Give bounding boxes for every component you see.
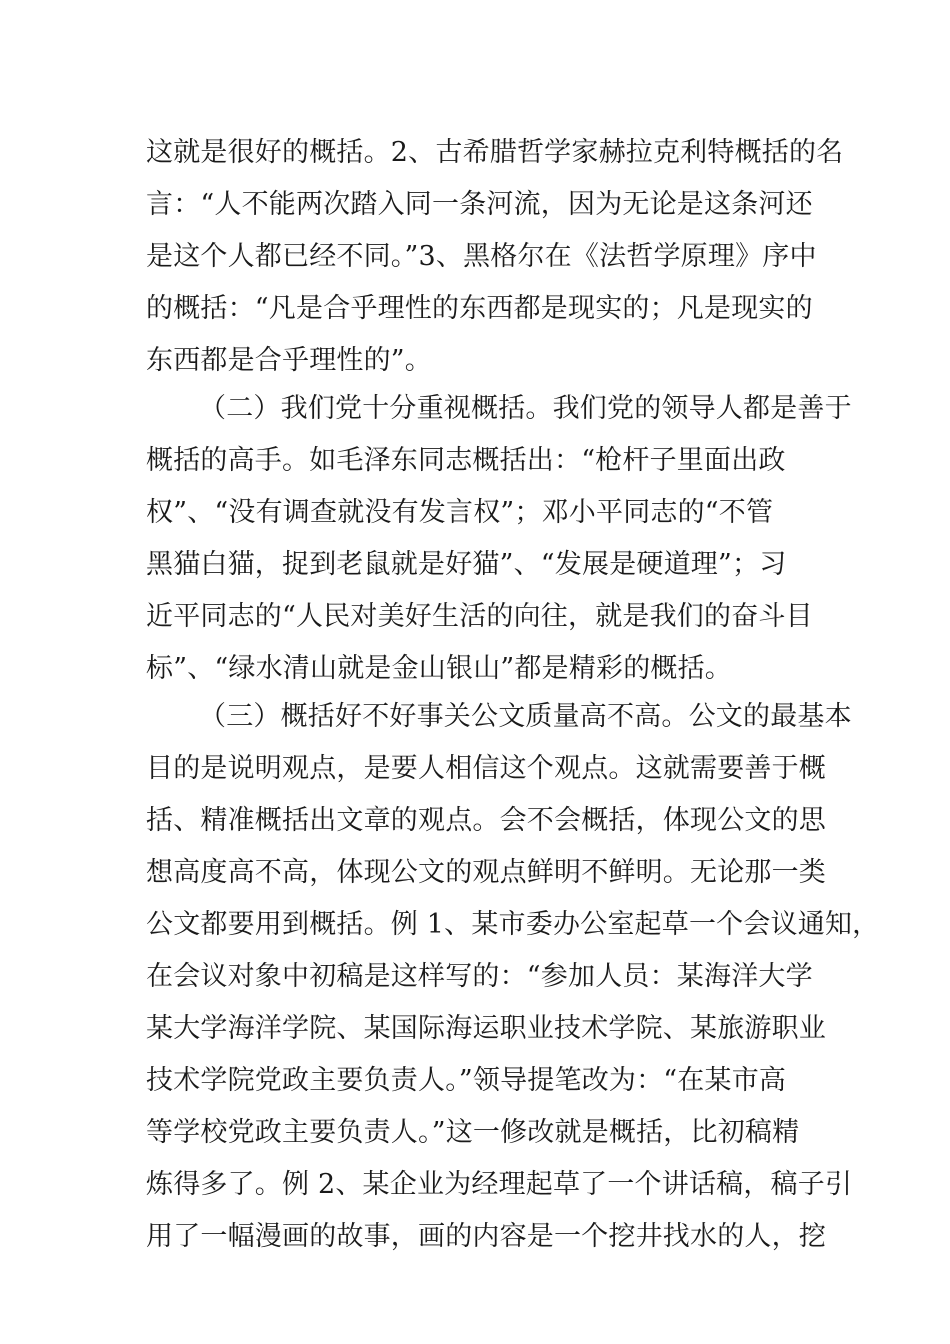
text-line: 用了一幅漫画的故事，画的内容是一个挖井找水的人，挖 xyxy=(146,1221,826,1252)
text-line: 的概括：“凡是合乎理性的东西都是现实的；凡是现实的 xyxy=(146,293,813,324)
text-line: 想高度高不高，体现公文的观点鲜明不鲜明。无论那一类 xyxy=(146,857,826,888)
text-line: 括、精准概括出文章的观点。会不会概括，体现公文的思 xyxy=(146,805,826,836)
text-line: 概括的高手。如毛泽东同志概括出：“枪杆子里面出政 xyxy=(146,445,786,476)
text-line: 技术学院党政主要负责人。”领导提笔改为：“在某市高 xyxy=(146,1065,787,1096)
text-line: 近平同志的“人民对美好生活的向往，就是我们的奋斗目 xyxy=(146,601,813,632)
text-line: 炼得多了。例 2、某企业为经理起草了一个讲话稿，稿子引 xyxy=(146,1169,853,1200)
text-line: 权”、“没有调查就没有发言权”；邓小平同志的“不管 xyxy=(146,497,774,528)
text-line: 公文都要用到概括。例 1、某市委办公室起草一个会议通知， xyxy=(146,909,880,940)
text-line: 这就是很好的概括。2、古希腊哲学家赫拉克利特概括的名 xyxy=(146,137,844,168)
paragraph-heading-line: （二）我们党十分重视概括。我们党的领导人都是善于 xyxy=(199,393,852,424)
text-line: 某大学海洋学院、某国际海运职业技术学院、某旅游职业 xyxy=(146,1013,826,1044)
text-line: 黑猫白猫，捉到老鼠就是好猫”、“发展是硬道理”；习 xyxy=(146,549,787,580)
text-line: 东西都是合乎理性的”。 xyxy=(146,345,433,376)
text-line: 目的是说明观点，是要人相信这个观点。这就需要善于概 xyxy=(146,753,826,784)
text-line: 言：“人不能两次踏入同一条河流，因为无论是这条河还 xyxy=(146,189,813,220)
paragraph-heading-line: （三）概括好不好事关公文质量高不高。公文的最基本 xyxy=(199,701,852,732)
text-line: 在会议对象中初稿是这样写的：“参加人员：某海洋大学 xyxy=(146,961,813,992)
text-line: 标”、“绿水清山就是金山银山”都是精彩的概括。 xyxy=(146,653,733,684)
text-line: 等学校党政主要负责人。”这一修改就是概括，比初稿精 xyxy=(146,1117,800,1148)
text-line: 是这个人都已经不同。”3、黑格尔在《法哲学原理》序中 xyxy=(146,241,817,272)
